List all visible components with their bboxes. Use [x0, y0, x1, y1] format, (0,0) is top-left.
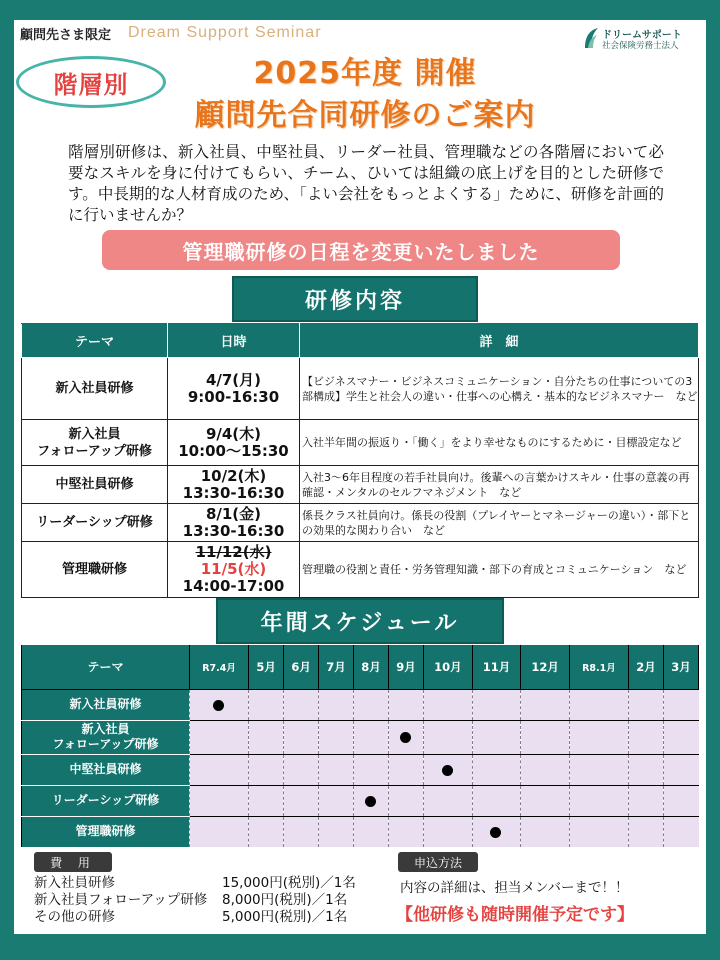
month-header: 10月 — [424, 645, 473, 689]
fee-item — [34, 875, 356, 892]
schedule-row — [22, 720, 699, 754]
apply-text: 内容の詳細は、担当メンバーまで！！ — [400, 880, 629, 896]
fee-item-price: 15,000円(税別)／1名 — [222, 875, 356, 891]
row-datetime — [168, 504, 300, 542]
seminar-label: Dream Support Seminar — [128, 24, 322, 41]
row-date: 11/5(水) — [200, 560, 267, 578]
schedule-cell — [284, 689, 319, 720]
row-theme-line1: 新入社員 — [68, 426, 121, 442]
schedule-cell — [354, 720, 389, 754]
schedule-cell — [521, 785, 570, 816]
schedule-cell — [190, 816, 249, 847]
schedule-cell — [521, 689, 570, 720]
page-title-year: 2025年度 開催 — [253, 56, 477, 91]
row-datetime — [168, 358, 300, 420]
schedule-cell — [284, 785, 319, 816]
schedule-cell — [628, 785, 663, 816]
table-row — [22, 420, 699, 466]
row-date: 8/1(金) — [205, 504, 262, 523]
row-date: 4/7(月) — [205, 370, 262, 389]
schedule-cell — [569, 754, 628, 785]
schedule-row-label: リーダーシップ研修 — [22, 785, 190, 816]
schedule-cell — [190, 720, 249, 754]
schedule-cell — [284, 816, 319, 847]
schedule-cell — [389, 720, 424, 754]
schedule-cell — [472, 785, 521, 816]
schedule-row-label: 新入社員研修 — [22, 689, 190, 720]
schedule-header-row — [22, 645, 699, 689]
table-header-row — [22, 324, 699, 358]
fee-item-price: 8,000円(税別)／1名 — [222, 892, 348, 908]
schedule-row-label — [22, 720, 190, 754]
schedule-cell — [354, 816, 389, 847]
scheduled-dot-icon — [442, 765, 453, 776]
schedule-cell — [424, 785, 473, 816]
schedule-cell — [389, 816, 424, 847]
month-header: R7.4月 — [190, 645, 249, 689]
fee-item-name: 新入社員研修 — [34, 875, 115, 891]
scheduled-dot-icon — [213, 700, 224, 711]
column-header-theme: テーマ — [22, 324, 168, 358]
schedule-change-notice: 管理職研修の日程を変更いたしました — [102, 230, 620, 270]
schedule-cell — [190, 754, 249, 785]
schedule-cell — [354, 689, 389, 720]
schedule-row-label: 中堅社員研修 — [22, 754, 190, 785]
schedule-cell — [190, 689, 249, 720]
row-time: 10:00～15:30 — [178, 441, 289, 460]
month-header: 8月 — [354, 645, 389, 689]
schedule-cell — [628, 754, 663, 785]
schedule-cell — [319, 720, 354, 754]
logo-mark-icon — [582, 26, 600, 50]
row-theme: 中堅社員研修 — [22, 466, 168, 504]
schedule-cell — [569, 689, 628, 720]
schedule-row — [22, 785, 699, 816]
schedule-cell — [521, 720, 570, 754]
row-description: 入社3～6年目程度の若手社員向け。後輩への言葉かけスキル・仕事の意義の再確認・メンタルのセルフマネジメント など — [300, 466, 699, 504]
training-details-table — [21, 323, 699, 598]
schedule-cell — [521, 754, 570, 785]
schedule-cell — [569, 785, 628, 816]
row-description: 係長クラス社員向け。係長の役割（プレイヤーとマネージャーの違い）・部下との効果的な関わり合い など — [300, 504, 699, 542]
schedule-cell — [354, 785, 389, 816]
schedule-cell — [249, 785, 284, 816]
row-datetime — [168, 466, 300, 504]
schedule-row-label: 管理職研修 — [22, 816, 190, 847]
table-row — [22, 466, 699, 504]
row-time: 9:00-16:30 — [187, 387, 280, 406]
schedule-cell — [284, 720, 319, 754]
schedule-header-theme: テーマ — [22, 645, 190, 689]
schedule-cell — [663, 785, 698, 816]
schedule-cell — [190, 785, 249, 816]
schedule-cell — [472, 720, 521, 754]
fee-item — [34, 909, 348, 926]
month-header: 5月 — [249, 645, 284, 689]
schedule-cell — [284, 754, 319, 785]
schedule-cell — [472, 754, 521, 785]
row-old-date: 11/12(水) — [195, 543, 272, 561]
fee-item-name: 新入社員フォローアップ研修 — [34, 892, 208, 908]
row-time: 13:30-16:30 — [182, 483, 285, 502]
schedule-cell — [472, 689, 521, 720]
schedule-cell — [354, 754, 389, 785]
page-title: 顧問先合同研修のご案内 — [194, 98, 536, 133]
schedule-cell — [249, 720, 284, 754]
fee-item-name: その他の研修 — [34, 909, 115, 925]
row-time: 13:30-16:30 — [182, 521, 285, 540]
schedule-row — [22, 816, 699, 847]
scheduled-dot-icon — [400, 732, 411, 743]
schedule-cell — [319, 689, 354, 720]
schedule-cell — [249, 816, 284, 847]
row-description: 入社半年間の振返り・「働く」をより幸せなものにするために・目標設定など — [300, 420, 699, 466]
schedule-cell — [569, 720, 628, 754]
schedule-cell — [521, 816, 570, 847]
table-row — [22, 542, 699, 598]
schedule-cell — [663, 816, 698, 847]
other-training-note: 【他研修も随時開催予定です】 — [396, 905, 634, 925]
row-description: 管理職の役割と責任・労务管理知識・部下の育成とコミュニケーション など — [300, 542, 699, 598]
logo-subtitle: 社会保険労務士法人 — [602, 41, 679, 51]
schedule-cell — [663, 720, 698, 754]
schedule-cell — [472, 816, 521, 847]
schedule-cell — [319, 816, 354, 847]
schedule-cell — [389, 785, 424, 816]
row-theme — [22, 420, 168, 466]
row-date: 9/4(木) — [205, 424, 262, 443]
schedule-cell — [389, 754, 424, 785]
schedule-row — [22, 689, 699, 720]
schedule-row — [22, 754, 699, 785]
client-limited-label: 顧問先さま限定 — [20, 28, 112, 43]
table-row — [22, 504, 699, 542]
company-logo — [582, 26, 702, 52]
schedule-cell — [319, 785, 354, 816]
row-datetime — [168, 542, 300, 598]
row-description: 【ビジネスマナー・ビジネスコミュニケーション・自分たちの仕事についての3部構成】学生と社会人の違い・仕事への心構え・基本的なビジネスマナー など — [300, 358, 699, 420]
table-row — [22, 358, 699, 420]
scheduled-dot-icon — [490, 827, 501, 838]
row-datetime — [168, 420, 300, 466]
schedule-row-label-line2: フォローアップ研修 — [52, 737, 159, 751]
apply-tag: 申込方法 — [398, 852, 478, 872]
schedule-cell — [319, 754, 354, 785]
schedule-cell — [424, 720, 473, 754]
schedule-body — [22, 689, 699, 847]
month-header: 7月 — [319, 645, 354, 689]
intro-paragraph: 階層別研修は、新入社員、中堅社員、リーダー社員、管理職などの各階層において必要なスキルを身に付けてもらい、チーム、ひいては組織の底上げを目的とした研修です。中長期的な人材育成のため、「よい会社をもっとよくする」ために、研修を計画的に行いませんか？ — [68, 143, 664, 224]
fee-item-price: 5,000円(税別)／1名 — [222, 909, 348, 925]
fee-tag: 費 用 — [34, 852, 112, 872]
month-header: 3月 — [663, 645, 698, 689]
row-theme: リーダーシップ研修 — [22, 504, 168, 542]
schedule-cell — [249, 754, 284, 785]
scheduled-dot-icon — [365, 796, 376, 807]
column-header-date: 日時 — [168, 324, 300, 358]
row-theme-line2: フォローアップ研修 — [37, 443, 152, 459]
row-theme: 新入社員研修 — [22, 358, 168, 420]
schedule-cell — [628, 689, 663, 720]
schedule-cell — [628, 816, 663, 847]
schedule-cell — [424, 754, 473, 785]
tiered-badge: 階層別 — [16, 56, 166, 108]
schedule-cell — [663, 689, 698, 720]
row-time: 14:00-17:00 — [182, 577, 285, 595]
month-header: 6月 — [284, 645, 319, 689]
fee-item — [34, 892, 348, 909]
row-theme: 管理職研修 — [22, 542, 168, 598]
month-header: 11月 — [472, 645, 521, 689]
schedule-cell — [663, 754, 698, 785]
schedule-cell — [569, 816, 628, 847]
month-header: 9月 — [389, 645, 424, 689]
section-heading-schedule: 年間スケジュール — [216, 598, 504, 644]
annual-schedule-table — [21, 645, 699, 848]
schedule-cell — [628, 720, 663, 754]
section-heading-details: 研修内容 — [232, 276, 478, 322]
schedule-cell — [424, 816, 473, 847]
schedule-cell — [424, 689, 473, 720]
schedule-row-label-line1: 新入社員 — [81, 722, 130, 736]
month-header: R8.1月 — [569, 645, 628, 689]
logo-name: ドリームサポート — [602, 30, 682, 41]
schedule-cell — [249, 689, 284, 720]
month-header: 12月 — [521, 645, 570, 689]
schedule-cell — [389, 689, 424, 720]
row-date: 10/2(木) — [200, 466, 267, 485]
month-header: 2月 — [628, 645, 663, 689]
column-header-detail: 詳 細 — [300, 324, 699, 358]
